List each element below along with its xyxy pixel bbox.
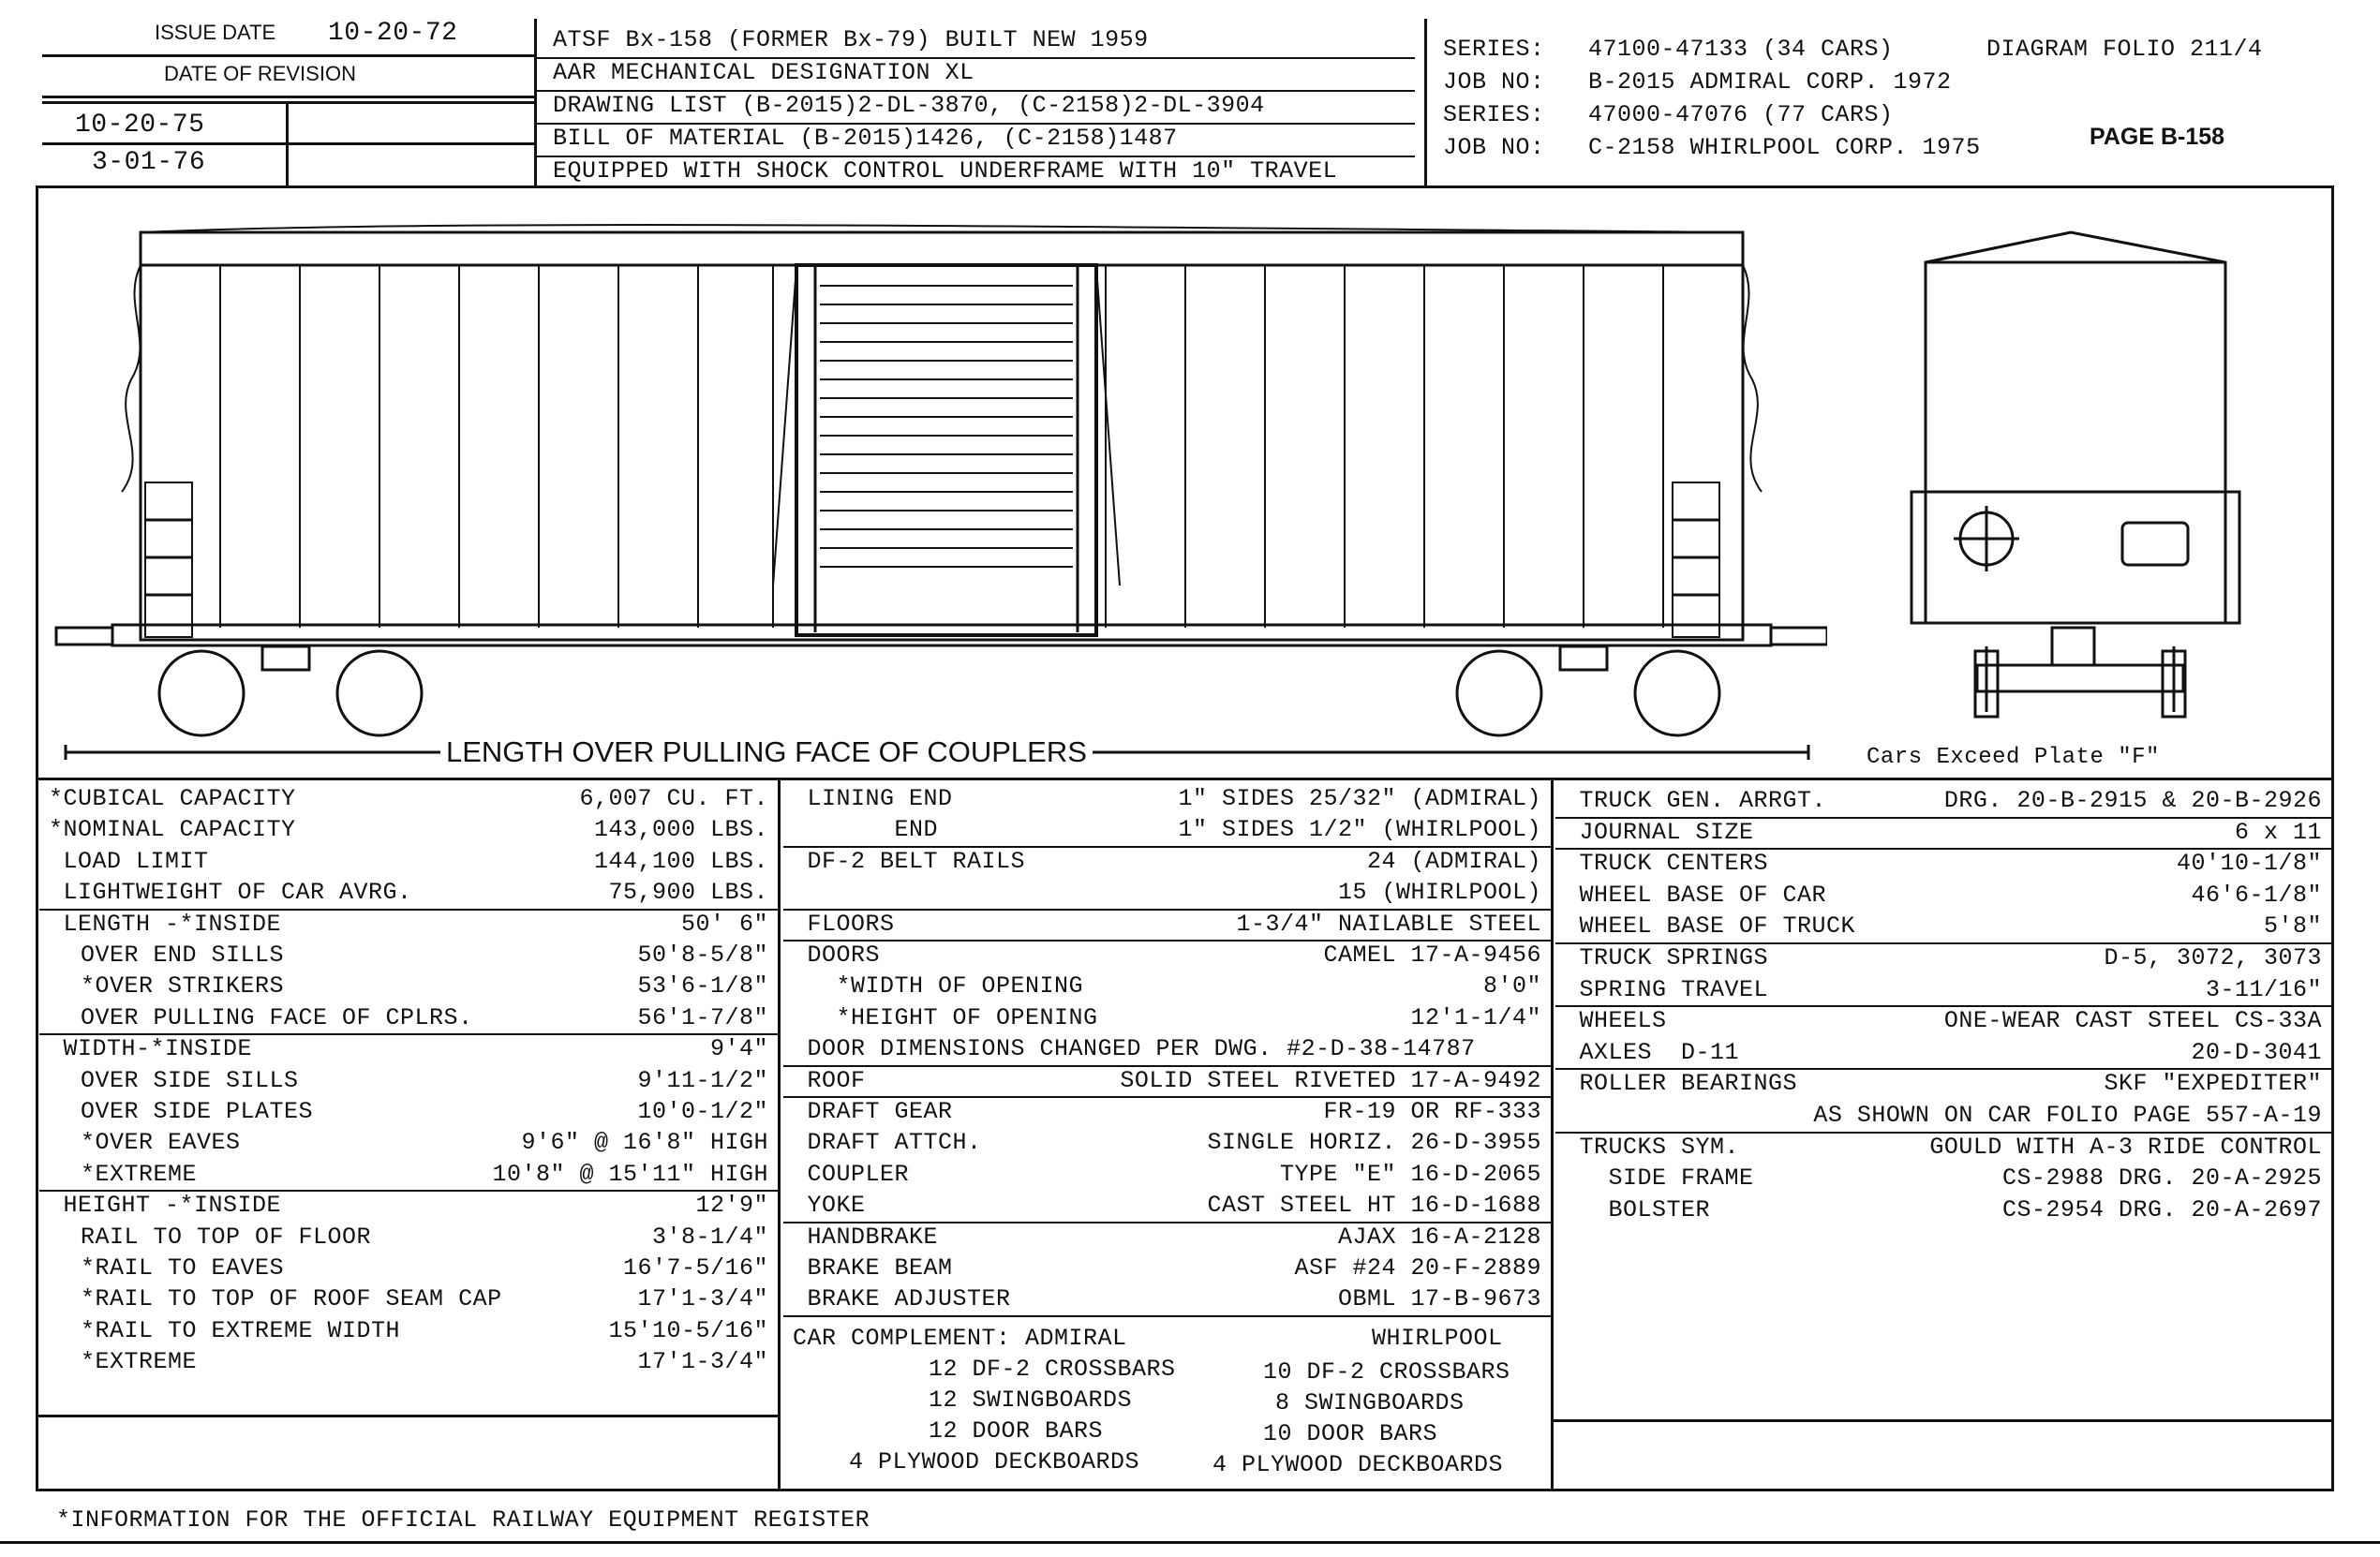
spec-value: AJAX 16-A-2128	[1337, 1223, 1541, 1251]
spec-value: 10'8" @ 15'11" HIGH	[492, 1160, 768, 1188]
spec-row	[783, 1161, 1551, 1192]
truck-equipment-column	[1555, 778, 2331, 1490]
spec-value: 50' 6"	[680, 910, 768, 938]
spec-value: 3-11/16"	[2205, 975, 2322, 1003]
spec-value: 15 (WHIRLPOOL)	[1337, 879, 1541, 907]
series-job-list	[1443, 36, 1981, 167]
spec-value: 12'1-1/4"	[1410, 1003, 1541, 1031]
spec-row	[783, 816, 1551, 847]
spec-row	[39, 1129, 778, 1160]
spec-label: DOORS	[793, 942, 881, 969]
series-label: SERIES:	[1443, 101, 1545, 128]
spec-value: CS-2988 DRG. 20-A-2925	[2001, 1164, 2322, 1193]
spec-row	[39, 1223, 778, 1254]
spec-row	[783, 1223, 1551, 1254]
complement-admiral-item: 4 PLYWOOD DECKBOARDS	[849, 1448, 1140, 1475]
spec-label: BRAKE BEAM	[793, 1254, 953, 1282]
row-rule	[783, 1315, 1551, 1317]
spec-row	[39, 1067, 778, 1098]
complement-admiral-item: 12 DOOR BARS	[929, 1417, 1104, 1445]
spec-row	[1555, 850, 2331, 881]
spec-row	[39, 911, 778, 942]
job-label: JOB NO:	[1443, 68, 1545, 96]
spec-row	[783, 1285, 1551, 1316]
spec-label: SPRING TRAVEL	[1565, 975, 1769, 1003]
spec-label: *EXTREME	[81, 1160, 198, 1188]
spec-row	[1555, 787, 2331, 818]
revision-1: 10-20-75	[75, 111, 205, 140]
spec-value: 56'1-7/8"	[637, 1003, 768, 1031]
spec-row	[783, 1098, 1551, 1129]
spec-label: OVER SIDE PLATES	[81, 1098, 314, 1125]
spec-label: OVER PULLING FACE OF CPLRS.	[81, 1003, 473, 1031]
spec-value: 17'1-3/4"	[637, 1348, 768, 1376]
spec-label: BOLSTER	[1565, 1195, 1711, 1223]
spec-value: 8'0"	[1482, 972, 1541, 1001]
spec-row	[783, 879, 1551, 910]
job-value: C-2158 WHIRLPOOL CORP. 1975	[1588, 134, 1981, 161]
spec-label: *CUBICAL CAPACITY	[49, 785, 296, 812]
spec-row	[39, 972, 778, 1003]
spec-value: 24 (ADMIRAL)	[1366, 847, 1541, 875]
spec-row	[39, 1317, 778, 1348]
spec-label: WIDTH-*INSIDE	[49, 1035, 253, 1063]
spec-row	[39, 1161, 778, 1192]
capacity-dimensions-column	[39, 778, 778, 1490]
spec-row	[39, 1254, 778, 1285]
spec-value: 9'4"	[709, 1035, 768, 1063]
spec-row	[783, 942, 1551, 972]
spec-row	[39, 1192, 778, 1223]
spec-row	[39, 1348, 778, 1379]
spec-value: 20-D-3041	[2191, 1038, 2322, 1066]
complement-whirlpool-item: 8 SWINGBOARDS	[1275, 1389, 1465, 1416]
spec-value: 46'6-1/8"	[2191, 881, 2322, 909]
spec-label: SIDE FRAME	[1565, 1164, 1754, 1193]
spec-value: 50'8-5/8"	[637, 942, 768, 969]
spec-value: 6,007 CU. FT.	[579, 785, 768, 812]
spec-row	[39, 1035, 778, 1066]
spec-value: DRG. 20-B-2915 & 20-B-2926	[1943, 787, 2322, 814]
spec-row	[783, 972, 1551, 1003]
spec-label: LIGHTWEIGHT OF CAR AVRG.	[49, 879, 412, 907]
spec-value: GOULD WITH A-3 RIDE CONTROL	[1929, 1133, 2322, 1161]
spec-value: 53'6-1/8"	[637, 972, 768, 1001]
spec-label: WHEELS	[1565, 1007, 1667, 1035]
spec-row	[39, 848, 778, 879]
spec-label: LOAD LIMIT	[49, 847, 209, 875]
spec-label: ROOF	[793, 1066, 866, 1094]
page-number: PAGE B-158	[2090, 124, 2225, 150]
spec-row	[1555, 1102, 2331, 1133]
spec-label: ROLLER BEARINGS	[1565, 1070, 1798, 1098]
spec-label: LENGTH -*INSIDE	[49, 910, 282, 938]
spec-value: 9'11-1/2"	[637, 1066, 768, 1094]
spec-row	[783, 1129, 1551, 1160]
spec-row	[39, 942, 778, 972]
spec-value: 9'6" @ 16'8" HIGH	[521, 1129, 768, 1157]
spec-row	[1555, 912, 2331, 943]
spec-row	[783, 1035, 1551, 1066]
spec-row	[1555, 1007, 2331, 1038]
spec-label: DRAFT ATTCH.	[793, 1129, 982, 1157]
job-value: B-2015 ADMIRAL CORP. 1972	[1588, 68, 1952, 96]
spec-label: RAIL TO TOP OF FLOOR	[81, 1223, 372, 1251]
spec-label: FLOORS	[793, 910, 895, 938]
complement-whirlpool-item: 10 DOOR BARS	[1263, 1420, 1438, 1447]
spec-value: 10'0-1/2"	[637, 1098, 768, 1125]
spec-label: LINING END	[793, 785, 953, 812]
spec-label: END	[793, 816, 939, 844]
spec-label: DOOR DIMENSIONS CHANGED PER DWG. #2-D-38-14787	[793, 1035, 1476, 1063]
spec-label: TRUCK SPRINGS	[1565, 944, 1769, 971]
spec-row	[783, 848, 1551, 879]
spec-value: 1-3/4" NAILABLE STEEL	[1236, 910, 1541, 938]
desc-line: EQUIPPED WITH SHOCK CONTROL UNDERFRAME WITH 10" TRAVEL	[534, 156, 1415, 188]
spec-value: 143,000 LBS.	[593, 816, 768, 844]
spec-value: 1" SIDES 25/32" (ADMIRAL)	[1178, 785, 1541, 812]
spec-label: *WIDTH OF OPENING	[793, 972, 1084, 1001]
series-value: 47000-47076 (77 CARS)	[1588, 101, 1894, 128]
issue-date: 10-20-72	[328, 19, 458, 48]
spec-row	[39, 816, 778, 847]
spec-label: OVER SIDE SILLS	[81, 1066, 299, 1094]
spec-value: 12'9"	[695, 1192, 768, 1220]
spec-label: HANDBRAKE	[793, 1223, 939, 1251]
spec-value: TYPE "E" 16-D-2065	[1279, 1160, 1541, 1188]
spec-row	[1555, 976, 2331, 1007]
spec-value: FR-19 OR RF-333	[1323, 1098, 1541, 1125]
spec-row	[1555, 1039, 2331, 1070]
spec-label: BRAKE ADJUSTER	[793, 1285, 1011, 1313]
spec-value: ASF #24 20-F-2889	[1294, 1254, 1541, 1282]
spec-label: HEIGHT -*INSIDE	[49, 1192, 282, 1220]
footer-note: *INFORMATION FOR THE OFFICIAL RAILWAY EQUIPMENT REGISTER	[56, 1506, 870, 1534]
description-lines	[553, 26, 1415, 188]
desc-line: ATSF Bx-158 (FORMER Bx-79) BUILT NEW 1959	[553, 26, 1149, 53]
spec-row	[1555, 1134, 2331, 1164]
spec-label: WHEEL BASE OF TRUCK	[1565, 912, 1856, 941]
spec-value: 17'1-3/4"	[637, 1285, 768, 1313]
desc-line: AAR MECHANICAL DESIGNATION XL	[534, 57, 1415, 90]
spec-label: TRUCK GEN. ARRGT.	[1565, 787, 1827, 814]
spec-label: AXLES D-11	[1565, 1038, 1740, 1066]
spec-row	[783, 1067, 1551, 1098]
spec-label: *OVER EAVES	[81, 1129, 241, 1157]
spec-label: *HEIGHT OF OPENING	[793, 1003, 1098, 1031]
spec-value: SKF "EXPEDITER"	[2104, 1070, 2322, 1098]
spec-label: *RAIL TO EAVES	[81, 1254, 285, 1282]
spec-value: 144,100 LBS.	[593, 847, 768, 875]
spec-row	[39, 1285, 778, 1316]
desc-line: BILL OF MATERIAL (B-2015)1426, (C-2158)1487	[534, 123, 1415, 156]
spec-label: JOURNAL SIZE	[1565, 818, 1754, 846]
spec-label: OVER END SILLS	[81, 942, 285, 969]
spec-label: YOKE	[793, 1192, 866, 1220]
spec-row	[783, 1254, 1551, 1285]
spec-label: *RAIL TO TOP OF ROOF SEAM CAP	[81, 1285, 502, 1313]
spec-row	[1555, 944, 2331, 975]
spec-value: AS SHOWN ON CAR FOLIO PAGE 557-A-19	[1813, 1102, 2322, 1129]
desc-line: DRAWING LIST (B-2015)2-DL-3870, (C-2158)2-DL-3904	[534, 90, 1415, 123]
spec-label: TRUCK CENTERS	[1565, 850, 1769, 878]
spec-value: 40'10-1/8"	[2176, 850, 2322, 878]
spec-label: DRAFT GEAR	[793, 1098, 953, 1125]
spec-value: OBML 17-B-9673	[1337, 1285, 1541, 1313]
complement-title-whirlpool: WHIRLPOOL	[1372, 1325, 1503, 1352]
complement-admiral-item: 12 DF-2 CROSSBARS	[929, 1356, 1176, 1383]
spec-label: *NOMINAL CAPACITY	[49, 816, 296, 844]
car-complement	[783, 1321, 1551, 1490]
spec-value: 16'7-5/16"	[622, 1254, 768, 1282]
spec-row	[39, 1098, 778, 1129]
spec-value: 5'8"	[2263, 912, 2322, 941]
spec-row	[39, 785, 778, 816]
diagram-folio: DIAGRAM FOLIO 211/4	[1986, 36, 2263, 63]
spec-row	[39, 1004, 778, 1035]
spec-label: *OVER STRIKERS	[81, 972, 285, 1001]
spec-value: ONE-WEAR CAST STEEL CS-33A	[1943, 1007, 2322, 1035]
spec-value: SOLID STEEL RIVETED 17-A-9492	[1120, 1066, 1541, 1094]
spec-value: CS-2954 DRG. 20-A-2697	[2001, 1195, 2322, 1223]
spec-row	[1555, 1164, 2331, 1195]
plate-note: Cars Exceed Plate "F"	[1867, 745, 2160, 770]
spec-label: TRUCKS SYM.	[1565, 1133, 1740, 1161]
spec-row	[783, 1192, 1551, 1223]
spec-row	[1555, 819, 2331, 850]
side-elevation-drawing	[47, 192, 1827, 773]
spec-value: D-5, 3072, 3073	[2104, 944, 2322, 971]
spec-value: 3'8-1/4"	[651, 1223, 768, 1251]
end-elevation-drawing	[1893, 225, 2277, 735]
spec-value: CAMEL 17-A-9456	[1323, 942, 1541, 969]
issue-date-label: ISSUE DATE	[155, 21, 276, 44]
spec-label: COUPLER	[793, 1160, 910, 1188]
spec-value: 75,900 LBS.	[608, 879, 768, 907]
spec-label: WHEEL BASE OF CAR	[1565, 881, 1827, 909]
spec-row	[1555, 1196, 2331, 1227]
spec-row	[783, 1004, 1551, 1035]
spec-label: *EXTREME	[81, 1348, 198, 1376]
spec-row	[1555, 882, 2331, 912]
spec-value: 6 x 11	[2234, 818, 2322, 846]
complement-whirlpool-item: 4 PLYWOOD DECKBOARDS	[1212, 1451, 1504, 1478]
series-label: SERIES:	[1443, 36, 1545, 63]
revision-2: 3-01-76	[92, 148, 206, 177]
spec-row	[783, 785, 1551, 816]
spec-value: SINGLE HORIZ. 26-D-3955	[1207, 1129, 1541, 1157]
spec-row	[39, 879, 778, 910]
spec-row	[1555, 1070, 2331, 1101]
complement-title: CAR COMPLEMENT: ADMIRAL	[793, 1325, 1127, 1352]
spec-label: DF-2 BELT RAILS	[793, 847, 1026, 875]
spec-row	[783, 911, 1551, 942]
spec-value: CAST STEEL HT 16-D-1688	[1207, 1192, 1541, 1220]
series-value: 47100-47133 (34 CARS)	[1588, 36, 1894, 63]
spec-value: 15'10-5/16"	[608, 1316, 768, 1344]
job-label: JOB NO:	[1443, 134, 1545, 161]
date-of-revision-label: DATE OF REVISION	[164, 62, 356, 85]
complement-whirlpool-item: 10 DF-2 CROSSBARS	[1263, 1358, 1510, 1386]
complement-admiral-item: 12 SWINGBOARDS	[929, 1386, 1133, 1414]
spec-label: *RAIL TO EXTREME WIDTH	[81, 1316, 401, 1344]
length-caption: LENGTH OVER PULLING FACE OF COUPLERS	[440, 735, 1093, 769]
spec-value: 1" SIDES 1/2" (WHIRLPOOL)	[1178, 816, 1541, 844]
